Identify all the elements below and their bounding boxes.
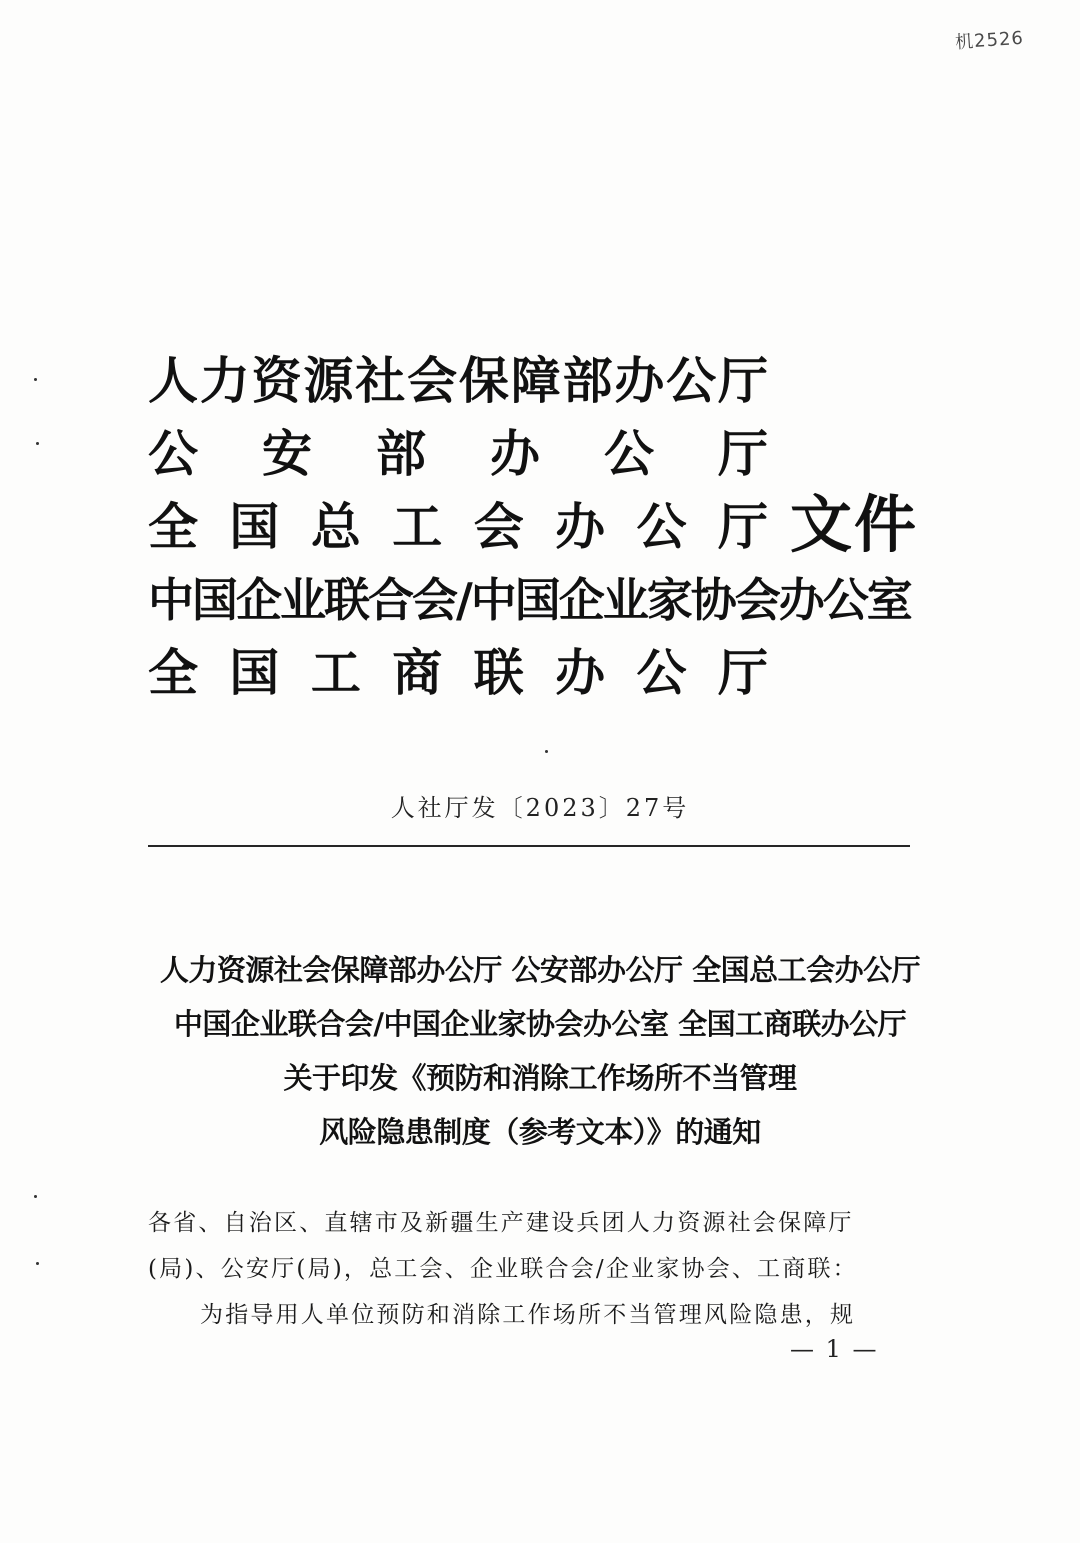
issuer-character: 资: [251, 352, 302, 410]
issuer-character: 源: [303, 352, 354, 410]
header-divider: [148, 845, 910, 847]
issuer-character: 人: [148, 352, 198, 410]
issuer-character: 会: [407, 352, 458, 410]
title-line: 关于印发《预防和消除工作场所不当管理: [283, 1061, 797, 1095]
issuer-line: [148, 418, 768, 491]
issuer-character: 厅: [717, 498, 768, 556]
addressee-line: (局)、公安厅(局)，总工会、企业联合会/企业家协会、工商联：: [148, 1256, 858, 1282]
issuer-character: 办: [555, 498, 606, 556]
issuer-character: 公: [666, 352, 717, 410]
issuer-character: 保: [458, 352, 509, 410]
page-number: — 1 —: [790, 1335, 879, 1363]
issuer-line: 中国企业联合会/中国企业家协会办公室: [148, 573, 911, 627]
issuer-character: 全: [148, 644, 198, 702]
issuer-character: 联: [473, 644, 524, 702]
issuer-character: 障: [510, 352, 561, 410]
scan-speck: [545, 750, 548, 753]
issuer-character: 公: [636, 644, 687, 702]
issuer-line: [148, 637, 768, 710]
issuer-character: 公: [604, 425, 654, 483]
issuer-character: 办: [490, 425, 540, 483]
document-type-label: 文件: [790, 488, 919, 561]
issuer-character: 部: [562, 352, 613, 410]
issuer-character: 国: [229, 498, 280, 556]
issuer-character: 厅: [717, 352, 768, 410]
issuer-character: 部: [376, 425, 426, 483]
issuer-line: [148, 345, 768, 418]
issuer-character: 力: [199, 352, 250, 410]
body-text: [148, 1200, 916, 1338]
issuer-character: 厅: [717, 644, 768, 702]
issuer-character: 办: [555, 644, 606, 702]
title-line: 人力资源社会保障部办公厅 公安部办公厅 全国总工会办公厅: [159, 953, 921, 987]
notice-title: [0, 943, 1080, 1159]
scan-speck: [34, 378, 37, 381]
issuer-line: [148, 491, 768, 564]
scan-speck: [36, 442, 39, 445]
title-line: 中国企业联合会/中国企业家协会办公室 全国工商联办公厅: [173, 1007, 907, 1041]
addressee-line: 各省、自治区、直辖市及新疆生产建设兵团人力资源社会保障厅: [148, 1210, 854, 1236]
paragraph-line: 为指导用人单位预防和消除工作场所不当管理风险隐患，规: [200, 1302, 856, 1328]
handwritten-note: 机2526: [954, 27, 1025, 54]
issuer-character: 会: [473, 498, 524, 556]
issuer-character: 工: [392, 498, 443, 556]
issuer-character: 公: [148, 425, 198, 483]
scan-speck: [34, 1195, 37, 1198]
issuer-character: 全: [148, 498, 198, 556]
title-line: 风险隐患制度（参考文本）》的通知: [319, 1115, 761, 1149]
issuer-character: 厅: [718, 425, 768, 483]
issuer-character: 国: [229, 644, 280, 702]
issuer-character: 安: [262, 425, 312, 483]
issuer-character: 办: [614, 352, 665, 410]
document-number: 人社厅发〔2023〕27号: [390, 794, 690, 822]
issuer-character: 商: [392, 644, 443, 702]
issuer-character: 工: [310, 644, 361, 702]
scan-speck: [36, 1262, 39, 1265]
issuer-character: 社: [355, 352, 406, 410]
issuer-character: 总: [310, 498, 361, 556]
issuer-character: 公: [636, 498, 687, 556]
